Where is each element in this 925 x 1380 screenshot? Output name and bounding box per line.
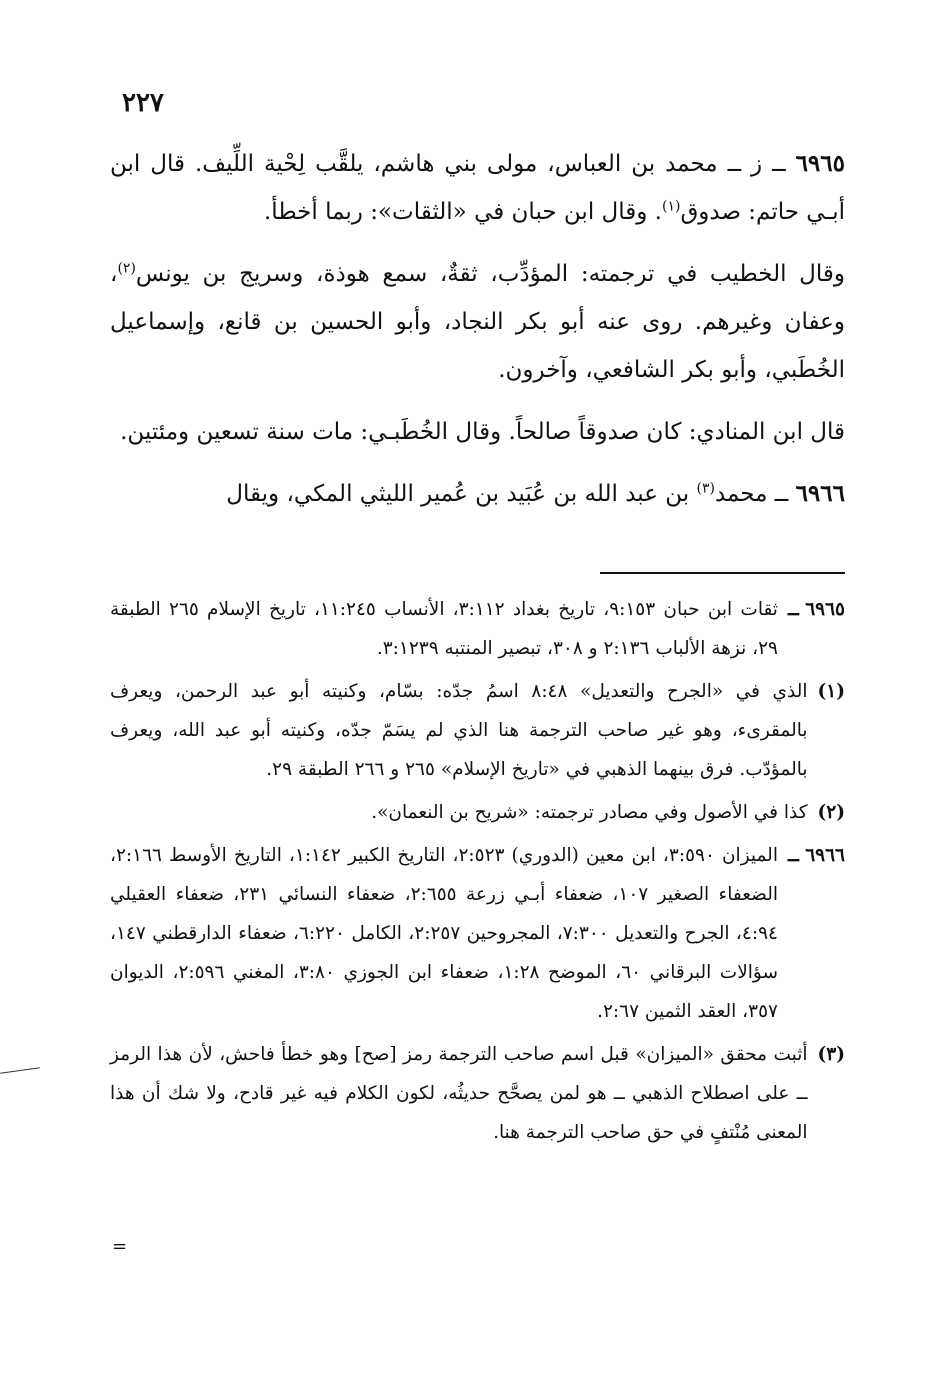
footnote-text: ثقات ابن حبان ٩:١٥٣، تاريخ بغداد ٣:١١٢، الأنساب ١١:٢٤٥، تاريخ الإسلام ٢٦٥ الطبقة ٢٩، نزهة الألباب ٢:١٣٦ و ٣٠٨، تبصير المنتبه ٣:١٢٣٩. (110, 599, 778, 659)
footnote-ref: (٢) (117, 260, 136, 277)
paragraph-text: ــ محمد (714, 481, 796, 507)
footnote-text: الذي في «الجرح والتعديل» ٨:٤٨ اسمُ جدّه: بسّام، وكنيته أبو عبد الرحمن، ويعرف بالمقرىء، وهو غير صاحب الترجمة هنا الذي لم يسَمّ جدّه، وكنيته أبو عبد الله، ويعرف بالمؤدّب. فرق بينهما الذهبي في «تاريخ الإسلام» ٢٦٥ و ٢٦٦ الطبقة ٢٩. (110, 681, 808, 780)
footnote-text: أثبت محقق «الميزان» قبل اسم صاحب الترجمة رمز [صح] وهو خطأ فاحش، لأن هذا الرمز ــ على اصطلاح الذهبي ــ هو لمن يصحَّح حديثُه، لكون الكلام فيه غير قادح، ولا شك أن هذا المعنى مُنْتفٍ في حق صاحب الترجمة هنا. (110, 1044, 808, 1143)
page-number: ٢٢٧ (122, 88, 164, 118)
footnote-1 (110, 672, 845, 789)
footnote-text: الميزان ٣:٥٩٠، ابن معين (الدوري) ٢:٥٢٣، التاريخ الكبير ١:١٤٢، التاريخ الأوسط ٢:١٦٦، الضعفاء الصغير ١٠٧، ضعفاء أبـي زرعة ٢:٦٥٥، ضعفاء النسائي ٢٣١، ضعفاء العقيلي ٤:٩٤، الجرح والتعديل ٧:٣٠٠، المجروحين ٢:٢٥٧، الكامل ٦:٢٢٠، ضعفاء الدارقطني ١٤٧، سؤالات البرقاني ٦٠، الموضح ١:٢٨، ضعفاء ابن الجوزي ٣:٨٠، المغني ٢:٥٩٦، الديوان ٣٥٧، العقد الثمين ٢:٦٧. (110, 845, 778, 1022)
footnote-label: (١) (817, 681, 845, 702)
margin-mark (0, 1067, 40, 1074)
entry-number: ٦٩٦٦ (795, 480, 845, 507)
footnote-separator (600, 572, 845, 574)
paragraph-text: وقال الخطيب في ترجمته: المؤدِّب، ثقةٌ، سمع هوذة، وسريج بن يونس (135, 261, 845, 287)
footnote-label: (٣) (817, 1044, 845, 1065)
khatib-paragraph (110, 250, 845, 394)
entry-number: ٦٩٦٥ (795, 150, 845, 177)
paragraph-text: . وقال ابن حبان في «الثقات»: ربما أخطأ. (264, 199, 662, 225)
paragraph-text: ، وعفان وغيرهم. روى عنه أبو بكر النجاد، وأبو الحسين بن قانع، وإسماعيل الخُطَبي، وأبو بكر الشافعي، وآخرون. (110, 261, 845, 383)
footnote-label: (٢) (817, 802, 845, 823)
footnote-label: ٦٩٦٥ ــ (787, 599, 845, 620)
footnote-2 (110, 793, 845, 832)
paragraph-text: ــ ز ــ محمد بن العباس، مولى بني هاشم، يلقَّب لِحْية اللِّيف. قال ابن أبـي حاتم: صدوق (110, 151, 845, 225)
entry-6966-paragraph (110, 470, 845, 518)
paragraph-text: قال ابن المنادي: كان صدوقاً صالحاً. وقال الخُطَبـي: مات سنة تسعين ومئتين. (120, 419, 845, 445)
footnote-ref: (٣) (696, 480, 715, 497)
main-text (110, 140, 845, 518)
paragraph-text: بن عبد الله بن عُبَيد بن عُمير الليثي المكي، ويقال (226, 481, 697, 507)
footnote-sources-6966 (110, 836, 845, 1031)
footnote-text: كذا في الأصول وفي مصادر ترجمته: «شريح بن النعمان». (371, 802, 808, 823)
continuation-mark: = (112, 1236, 128, 1257)
footnote-ref: (١) (661, 198, 681, 215)
footnote-3 (110, 1035, 845, 1152)
footnotes (110, 590, 845, 1156)
munadi-paragraph (110, 408, 845, 456)
entry-6965-paragraph (110, 140, 845, 236)
footnote-sources-6965 (110, 590, 845, 668)
footnote-label: ٦٩٦٦ ــ (787, 845, 845, 866)
